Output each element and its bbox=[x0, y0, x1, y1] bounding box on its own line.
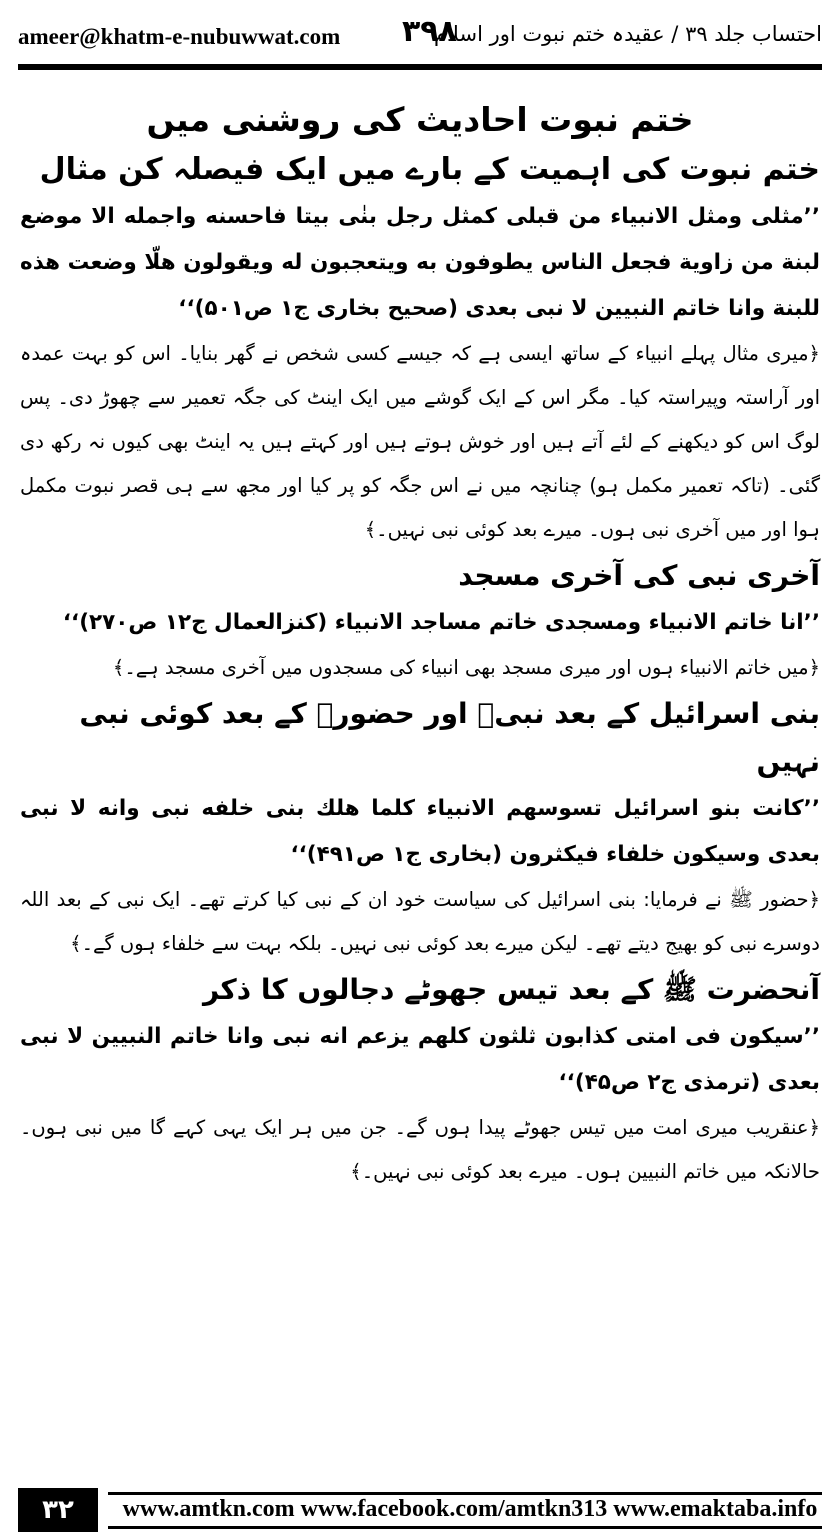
arabic-hadith: ’’انا خاتم الانبیاء ومسجدی خاتم مساجد الانبیاء (کنزالعمال ج۱۲ ص۲۷۰)‘‘ bbox=[62, 610, 820, 635]
urdu-translation: ﴿عنقریب میری امت میں تیس جھوٹے پیدا ہوں گے۔ جن میں ہر ایک یہی کہے گا میں نبی ہوں۔ حالانکہ میں خاتم النبیین ہوں۔ میرے بعد کوئی نبی نہیں۔﴾ bbox=[20, 1116, 820, 1183]
footer-rule bbox=[108, 1492, 822, 1495]
arabic-hadith: ’’مثلی ومثل الانبیاء من قبلی کمثل رجل بنٰی بیتا فاحسنه واجمله الا موضع لبنة من زاویة فجعل الناس یطوفون به ویتعجبون له ویقولون هلّا وضعت هذه للبنة وانا خاتم النبیین لا نبی بعدی (صحیح بخاری ج۱ ص۵۰۱)‘‘ bbox=[20, 204, 820, 321]
header-rule bbox=[18, 64, 822, 70]
arabic-hadith: ’’سیکون فی امتی کذابون ثلثون کلهم یزعم انه نبی وانا خاتم النبیین لا نبی بعدی (ترمذی ج۲ ص۴۵)‘‘ bbox=[20, 1024, 820, 1095]
footer-urls: www.amtkn.com www.facebook.com/amtkn313 www.emaktaba.info bbox=[122, 1496, 818, 1522]
section-heading: آخری نبی کی آخری مسجد bbox=[458, 559, 820, 592]
email-address: ameer@khatm-e-nubuwwat.com bbox=[18, 24, 341, 49]
urdu-translation: ﴿حضور ﷺ نے فرمایا: بنی اسرائیل کی سیاست خود ان کے نبی کیا کرتے تھے۔ ایک نبی کے بعد اللہ دوسرے نبی کو بھیج دیتے تھے۔ لیکن میرے بعد کوئی نبی نہیں۔ بلکہ بہت سے خلفاء ہوں گے۔﴾ bbox=[20, 888, 820, 955]
urdu-translation: ﴿میری مثال پہلے انبیاء کے ساتھ ایسی ہے کہ جیسے کسی شخص نے گھر بنایا۔ اس کو بہت عمدہ اور آراستہ وپیراستہ کیا۔ مگر اس کے ایک گوشے میں ایک اینٹ کی جگہ تعمیر سے چھوڑ دی۔ پس لوگ اس کو دیکھنے کے لئے آتے ہیں اور خوش ہوتے ہیں اور کہتے ہیں یہ اینٹ بھی کیوں نہ رکھ دی گئی۔ (تاکہ تعمیر مکمل ہو) چنانچہ میں نے اس جگہ کو پر کیا اور مجھ سے ہی قصر نبوت مکمل ہوا اور میں آخری نبی ہوں۔ میرے بعد کوئی نبی نہیں۔﴾ bbox=[20, 342, 820, 541]
running-title: احتساب جلد ۳۹ / عقیدہ ختم نبوت اور اسلام bbox=[433, 22, 822, 46]
arabic-hadith: ’’کانت بنو اسرائیل تسوسهم الانبیاء کلما هلك بنی خلفه نبی وانه لا نبی بعدی وسیکون خلفاء فیکثرون (بخاری ج۱ ص۴۹۱)‘‘ bbox=[20, 796, 820, 867]
page-body bbox=[20, 94, 820, 1194]
section-heading: آنحضرت ﷺ کے بعد تیس جھوٹے دجالوں کا ذکر bbox=[203, 973, 820, 1006]
urdu-translation: ﴿میں خاتم الانبیاء ہوں اور میری مسجد بھی انبیاء کی مسجدوں میں آخری مسجد ہے۔﴾ bbox=[112, 656, 820, 679]
footer-page-number: ۳۲ bbox=[18, 1488, 98, 1532]
section-heading: بنی اسرائیل کے بعد نبیؑ اور حضورؐ کے بعد کوئی نبی نہیں bbox=[79, 697, 820, 778]
page-footer bbox=[18, 1488, 822, 1528]
page-header bbox=[18, 14, 822, 60]
section-heading: ختم نبوت کی اہمیت کے بارے میں ایک فیصلہ کن مثال bbox=[39, 152, 820, 187]
main-title: ختم نبوت احادیث کی روشنی میں bbox=[146, 100, 694, 139]
page-number: ۳۹۸ bbox=[402, 14, 457, 49]
footer-rule bbox=[108, 1526, 822, 1529]
